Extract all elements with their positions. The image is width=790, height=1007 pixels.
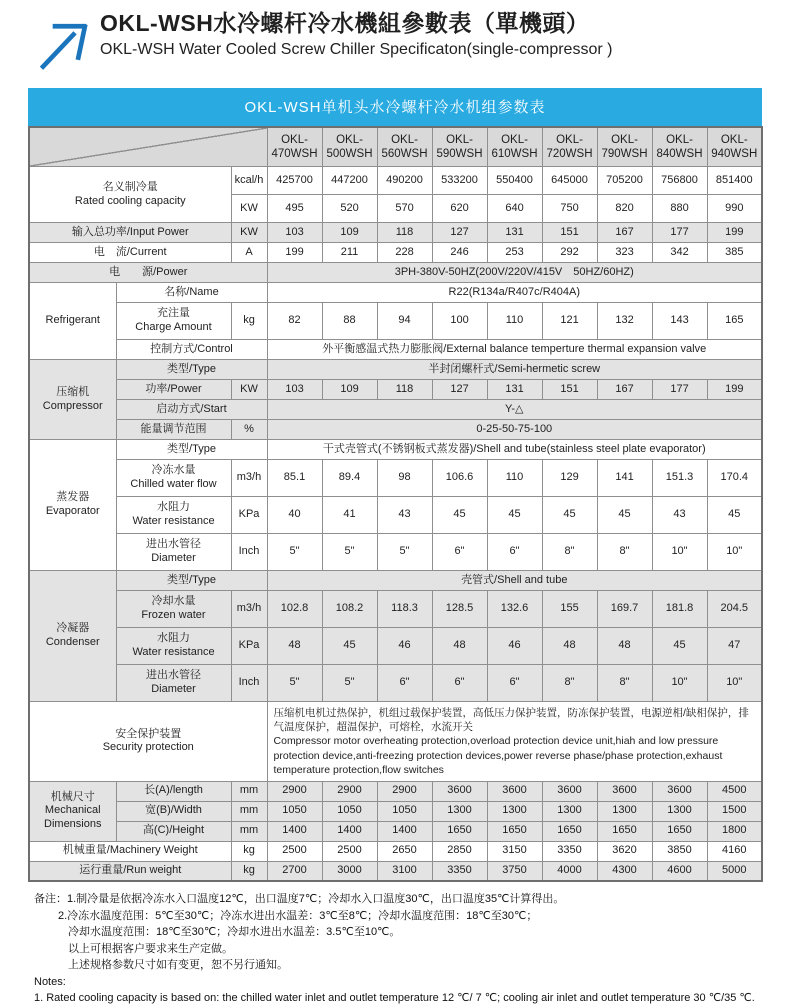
cell-evaporator-water-resistance-6: 45 xyxy=(597,497,652,534)
cell-evaporator-water-resistance-5: 45 xyxy=(542,497,597,534)
row-label-refrigerant-charge: 充注量 Charge Amount xyxy=(116,303,231,340)
cell-compressor-power-2: 118 xyxy=(377,380,432,400)
cell-chilled-water-flow-0: 85.1 xyxy=(267,460,322,497)
row-value-compressor-start: Y-△ xyxy=(267,400,762,420)
cell-frozen-water-6: 169.7 xyxy=(597,591,652,628)
cell-machinery-weight-6: 3620 xyxy=(597,841,652,861)
items-model-corner-cell xyxy=(29,127,267,167)
cell-compressor-power-0: 103 xyxy=(267,380,322,400)
table-row-condenser-type xyxy=(29,571,762,591)
row-group-label-compressor-type: 压缩机 Compressor xyxy=(29,360,116,440)
cell-condenser-water-resistance-8: 47 xyxy=(707,628,762,665)
row-label-condenser-water-resistance: 水阻力 Water resistance xyxy=(116,628,231,665)
cell-current-7: 342 xyxy=(652,243,707,263)
table-row-compressor-start xyxy=(29,400,762,420)
cell-condenser-water-resistance-4: 46 xyxy=(487,628,542,665)
cell-rated-cooling-capacity-kw-7: 880 xyxy=(652,195,707,223)
note-line: 备注：1.制冷量是依据冷冻水入口温度12℃，出口温度7℃；冷却水入口温度30℃，出口温度35℃计算得出。 xyxy=(34,893,565,906)
row-unit-machinery-weight: kg xyxy=(231,841,267,861)
cell-condenser-water-resistance-3: 48 xyxy=(432,628,487,665)
cell-condenser-diameter-4: 6" xyxy=(487,665,542,702)
row-unit-rated-cooling-capacity-kw: KW xyxy=(231,195,267,223)
cell-chilled-water-flow-1: 89.4 xyxy=(322,460,377,497)
cell-input-power-8: 199 xyxy=(707,223,762,243)
cell-evaporator-water-resistance-3: 45 xyxy=(432,497,487,534)
cell-height-8: 1800 xyxy=(707,821,762,841)
table-row-security-protection xyxy=(29,702,762,782)
row-unit-run-weight: kg xyxy=(231,861,267,881)
cell-chilled-water-flow-8: 170.4 xyxy=(707,460,762,497)
cell-compressor-power-8: 199 xyxy=(707,380,762,400)
row-value-security-protection xyxy=(267,702,762,782)
cell-frozen-water-3: 128.5 xyxy=(432,591,487,628)
table-row-evaporator-water-resistance xyxy=(29,497,762,534)
note-line: Notes: xyxy=(34,975,66,988)
cell-rated-cooling-capacity-kcal-6: 705200 xyxy=(597,167,652,195)
table-row-rated-cooling-capacity-kcal xyxy=(29,167,762,195)
cell-refrigerant-charge-2: 94 xyxy=(377,303,432,340)
row-label-condenser-diameter: 进出水管径 Diameter xyxy=(116,665,231,702)
cell-refrigerant-charge-6: 132 xyxy=(597,303,652,340)
cell-compressor-power-1: 109 xyxy=(322,380,377,400)
cell-current-3: 246 xyxy=(432,243,487,263)
cell-length-0: 2900 xyxy=(267,781,322,801)
row-label-run-weight: 运行重量/Run weight xyxy=(29,861,231,881)
cell-condenser-diameter-5: 8" xyxy=(542,665,597,702)
cell-chilled-water-flow-2: 98 xyxy=(377,460,432,497)
cell-chilled-water-flow-7: 151.3 xyxy=(652,460,707,497)
cell-rated-cooling-capacity-kw-5: 750 xyxy=(542,195,597,223)
cell-rated-cooling-capacity-kcal-3: 533200 xyxy=(432,167,487,195)
note-line: 1. Rated cooling capacity is based on: the chilled water inlet and outlet temperature 12 ℃/ 7 ℃; cooling air inlet and outlet temperature 30 ℃/35 ℃. xyxy=(34,992,755,1005)
cell-condenser-diameter-0: 5" xyxy=(267,665,322,702)
cell-input-power-1: 109 xyxy=(322,223,377,243)
row-label-length: 长(A)/length xyxy=(116,781,231,801)
table-row-refrigerant-name xyxy=(29,283,762,303)
row-value-refrigerant-control: 外平衡感温式热力膨胀阀/External balance temperture thermal expansion valve xyxy=(267,340,762,360)
cell-compressor-power-3: 127 xyxy=(432,380,487,400)
model-header-cell: OKL- 500WSH xyxy=(322,127,377,167)
row-unit-width: mm xyxy=(231,801,267,821)
cell-compressor-power-4: 131 xyxy=(487,380,542,400)
cell-evaporator-diameter-0: 5" xyxy=(267,534,322,571)
cell-input-power-7: 177 xyxy=(652,223,707,243)
cell-height-1: 1400 xyxy=(322,821,377,841)
cell-run-weight-5: 4000 xyxy=(542,861,597,881)
cell-frozen-water-7: 181.8 xyxy=(652,591,707,628)
cell-rated-cooling-capacity-kcal-0: 425700 xyxy=(267,167,322,195)
cell-refrigerant-charge-0: 82 xyxy=(267,303,322,340)
row-unit-frozen-water: m3/h xyxy=(231,591,267,628)
cell-run-weight-3: 3350 xyxy=(432,861,487,881)
row-label-chilled-water-flow: 冷冻水量 Chilled water flow xyxy=(116,460,231,497)
row-label-compressor-start: 启动方式/Start xyxy=(116,400,267,420)
row-label-height: 高(C)/Height xyxy=(116,821,231,841)
row-value-evaporator-type: 干式壳管式(不锈钢板式蒸发器)/Shell and tube(stainless steel plate evaporator) xyxy=(267,440,762,460)
model-header-cell: OKL- 560WSH xyxy=(377,127,432,167)
cell-rated-cooling-capacity-kcal-5: 645000 xyxy=(542,167,597,195)
row-label-power-supply: 电 源/Power xyxy=(29,263,267,283)
row-label-evaporator-type: 类型/Type xyxy=(116,440,267,460)
row-unit-energy-adjust-range: % xyxy=(231,420,267,440)
row-unit-condenser-diameter: Inch xyxy=(231,665,267,702)
spec-table-body xyxy=(29,167,762,882)
cell-width-8: 1500 xyxy=(707,801,762,821)
cell-machinery-weight-7: 3850 xyxy=(652,841,707,861)
row-unit-current: A xyxy=(231,243,267,263)
cell-rated-cooling-capacity-kw-1: 520 xyxy=(322,195,377,223)
row-label-evaporator-diameter: 进出水管径 Diameter xyxy=(116,534,231,571)
cell-chilled-water-flow-3: 106.6 xyxy=(432,460,487,497)
row-label-width: 宽(B)/Width xyxy=(116,801,231,821)
cell-machinery-weight-0: 2500 xyxy=(267,841,322,861)
row-label-compressor-power: 功率/Power xyxy=(116,380,231,400)
cell-current-4: 253 xyxy=(487,243,542,263)
cell-current-5: 292 xyxy=(542,243,597,263)
row-label-frozen-water: 冷却水量 Frozen water xyxy=(116,591,231,628)
cell-run-weight-2: 3100 xyxy=(377,861,432,881)
cell-evaporator-water-resistance-7: 43 xyxy=(652,497,707,534)
row-label-evaporator-water-resistance: 水阻力 Water resistance xyxy=(116,497,231,534)
cell-condenser-diameter-6: 8" xyxy=(597,665,652,702)
row-group-label-evaporator-type: 蒸发器 Evaporator xyxy=(29,440,116,571)
cell-length-6: 3600 xyxy=(597,781,652,801)
cell-condenser-diameter-2: 6" xyxy=(377,665,432,702)
cell-width-4: 1300 xyxy=(487,801,542,821)
cell-evaporator-diameter-6: 8" xyxy=(597,534,652,571)
cell-frozen-water-0: 102.8 xyxy=(267,591,322,628)
table-row-current xyxy=(29,243,762,263)
cell-length-8: 4500 xyxy=(707,781,762,801)
spec-table-head xyxy=(29,127,762,167)
cell-width-3: 1300 xyxy=(432,801,487,821)
row-unit-height: mm xyxy=(231,821,267,841)
cell-length-1: 2900 xyxy=(322,781,377,801)
row-group-label-length: 机械尺寸 Mechanical Dimensions xyxy=(29,781,116,841)
cell-machinery-weight-5: 3350 xyxy=(542,841,597,861)
page-header xyxy=(0,0,790,72)
row-value-compressor-type: 半封闭螺杆式/Semi-hermetic screw xyxy=(267,360,762,380)
cell-compressor-power-6: 167 xyxy=(597,380,652,400)
cell-input-power-0: 103 xyxy=(267,223,322,243)
cell-input-power-2: 118 xyxy=(377,223,432,243)
table-row-condenser-diameter xyxy=(29,665,762,702)
cell-condenser-water-resistance-6: 48 xyxy=(597,628,652,665)
row-unit-length: mm xyxy=(231,781,267,801)
cell-rated-cooling-capacity-kw-2: 570 xyxy=(377,195,432,223)
cell-condenser-water-resistance-0: 48 xyxy=(267,628,322,665)
cell-run-weight-4: 3750 xyxy=(487,861,542,881)
cell-frozen-water-1: 108.2 xyxy=(322,591,377,628)
row-label-current: 电 流/Current xyxy=(29,243,231,263)
cell-rated-cooling-capacity-kcal-4: 550400 xyxy=(487,167,542,195)
row-unit-refrigerant-charge: kg xyxy=(231,303,267,340)
cell-current-8: 385 xyxy=(707,243,762,263)
page-subtitle: OKL-WSH Water Cooled Screw Chiller Specificaton(single-compressor ) xyxy=(100,40,613,58)
cell-width-7: 1300 xyxy=(652,801,707,821)
cell-compressor-power-7: 177 xyxy=(652,380,707,400)
cell-condenser-diameter-3: 6" xyxy=(432,665,487,702)
cell-rated-cooling-capacity-kw-8: 990 xyxy=(707,195,762,223)
table-row-machinery-weight xyxy=(29,841,762,861)
cell-height-3: 1650 xyxy=(432,821,487,841)
model-header-row xyxy=(29,127,762,167)
table-row-height xyxy=(29,821,762,841)
cell-machinery-weight-2: 2650 xyxy=(377,841,432,861)
table-title-banner: OKL-WSH单机头水冷螺杆冷水机组参数表 xyxy=(28,88,762,126)
cell-height-7: 1650 xyxy=(652,821,707,841)
cell-input-power-5: 151 xyxy=(542,223,597,243)
table-row-refrigerant-charge xyxy=(29,303,762,340)
cell-machinery-weight-8: 4160 xyxy=(707,841,762,861)
row-unit-input-power: KW xyxy=(231,223,267,243)
note-line: 上述规格参数尺寸如有变更，恕不另行通知。 xyxy=(68,959,288,972)
row-value-condenser-type: 壳管式/Shell and tube xyxy=(267,571,762,591)
model-header-cell: OKL- 610WSH xyxy=(487,127,542,167)
model-header-cell: OKL- 590WSH xyxy=(432,127,487,167)
table-row-evaporator-diameter xyxy=(29,534,762,571)
row-value-energy-adjust-range: 0-25-50-75-100 xyxy=(267,420,762,440)
table-row-power-supply xyxy=(29,263,762,283)
row-unit-evaporator-diameter: Inch xyxy=(231,534,267,571)
cell-chilled-water-flow-5: 129 xyxy=(542,460,597,497)
cell-rated-cooling-capacity-kw-3: 620 xyxy=(432,195,487,223)
cell-length-2: 2900 xyxy=(377,781,432,801)
cell-condenser-water-resistance-7: 45 xyxy=(652,628,707,665)
cell-evaporator-water-resistance-4: 45 xyxy=(487,497,542,534)
cell-current-6: 323 xyxy=(597,243,652,263)
cell-frozen-water-8: 204.5 xyxy=(707,591,762,628)
cell-refrigerant-charge-1: 88 xyxy=(322,303,377,340)
cell-input-power-4: 131 xyxy=(487,223,542,243)
table-row-compressor-power xyxy=(29,380,762,400)
row-label-refrigerant-control: 控制方式/Control xyxy=(116,340,267,360)
cell-length-4: 3600 xyxy=(487,781,542,801)
row-value-power-supply: 3PH-380V-50HZ(200V/220V/415V 50HZ/60HZ) xyxy=(267,263,762,283)
table-row-length xyxy=(29,781,762,801)
cell-evaporator-diameter-4: 6" xyxy=(487,534,542,571)
cell-run-weight-8: 5000 xyxy=(707,861,762,881)
cell-condenser-water-resistance-2: 46 xyxy=(377,628,432,665)
row-label-condenser-type: 类型/Type xyxy=(116,571,267,591)
row-label-security-protection: 安全保护装置 Security protection xyxy=(29,702,267,782)
cell-height-2: 1400 xyxy=(377,821,432,841)
cell-run-weight-1: 3000 xyxy=(322,861,377,881)
cell-height-4: 1650 xyxy=(487,821,542,841)
cell-refrigerant-charge-4: 110 xyxy=(487,303,542,340)
cell-run-weight-6: 4300 xyxy=(597,861,652,881)
cell-evaporator-diameter-1: 5" xyxy=(322,534,377,571)
cell-condenser-water-resistance-1: 45 xyxy=(322,628,377,665)
table-row-compressor-type xyxy=(29,360,762,380)
cell-chilled-water-flow-4: 110 xyxy=(487,460,542,497)
row-unit-chilled-water-flow: m3/h xyxy=(231,460,267,497)
cell-rated-cooling-capacity-kw-4: 640 xyxy=(487,195,542,223)
cell-evaporator-diameter-3: 6" xyxy=(432,534,487,571)
cell-frozen-water-5: 155 xyxy=(542,591,597,628)
cell-length-7: 3600 xyxy=(652,781,707,801)
cell-width-0: 1050 xyxy=(267,801,322,821)
cell-frozen-water-4: 132.6 xyxy=(487,591,542,628)
row-label-machinery-weight: 机械重量/Machinery Weight xyxy=(29,841,231,861)
cell-refrigerant-charge-3: 100 xyxy=(432,303,487,340)
spec-table xyxy=(28,126,763,882)
cell-height-5: 1650 xyxy=(542,821,597,841)
security-text-en: Compressor motor overheating protection,overload protection device unit,hiah and low pressure protection device,anti-freezing protection devices,power reverse phase/phase protection,exhaust temperature protection,flow switches xyxy=(273,735,723,776)
row-unit-evaporator-water-resistance: KPa xyxy=(231,497,267,534)
cell-rated-cooling-capacity-kcal-8: 851400 xyxy=(707,167,762,195)
cell-evaporator-diameter-7: 10" xyxy=(652,534,707,571)
model-header-cell: OKL- 790WSH xyxy=(597,127,652,167)
cell-condenser-diameter-8: 10" xyxy=(707,665,762,702)
cell-evaporator-diameter-2: 5" xyxy=(377,534,432,571)
cell-refrigerant-charge-5: 121 xyxy=(542,303,597,340)
row-label-input-power: 输入总功率/Input Power xyxy=(29,223,231,243)
row-value-refrigerant-name: R22(R134a/R407c/R404A) xyxy=(267,283,762,303)
cell-machinery-weight-1: 2500 xyxy=(322,841,377,861)
cell-condenser-water-resistance-5: 48 xyxy=(542,628,597,665)
cell-run-weight-7: 4600 xyxy=(652,861,707,881)
table-row-energy-adjust-range xyxy=(29,420,762,440)
model-header-cell: OKL- 470WSH xyxy=(267,127,322,167)
cell-width-5: 1300 xyxy=(542,801,597,821)
row-group-label-refrigerant-name: Refrigerant xyxy=(29,283,116,360)
cell-rated-cooling-capacity-kcal-2: 490200 xyxy=(377,167,432,195)
row-label-rated-cooling-capacity-kcal: 名义制冷量 Rated cooling capacity xyxy=(29,167,231,223)
cell-rated-cooling-capacity-kw-6: 820 xyxy=(597,195,652,223)
cell-input-power-6: 167 xyxy=(597,223,652,243)
table-row-refrigerant-control xyxy=(29,340,762,360)
cell-refrigerant-charge-7: 143 xyxy=(652,303,707,340)
model-header-cell: OKL- 840WSH xyxy=(652,127,707,167)
notes xyxy=(34,891,790,1007)
table-row-evaporator-type xyxy=(29,440,762,460)
cell-evaporator-water-resistance-1: 41 xyxy=(322,497,377,534)
table-row-width xyxy=(29,801,762,821)
cell-machinery-weight-4: 3150 xyxy=(487,841,542,861)
table-row-run-weight xyxy=(29,861,762,881)
cell-condenser-diameter-1: 5" xyxy=(322,665,377,702)
note-line: 冷却水温度范围：18℃至30℃；冷却水进出水温差：3.5℃至10℃。 xyxy=(68,926,401,939)
cell-current-1: 211 xyxy=(322,243,377,263)
cell-length-5: 3600 xyxy=(542,781,597,801)
row-label-compressor-type: 类型/Type xyxy=(116,360,267,380)
note-line: 以上可根据客户要求来生产定做。 xyxy=(68,942,233,955)
cell-condenser-diameter-7: 10" xyxy=(652,665,707,702)
cell-run-weight-0: 2700 xyxy=(267,861,322,881)
table-row-condenser-water-resistance xyxy=(29,628,762,665)
cell-rated-cooling-capacity-kcal-7: 756800 xyxy=(652,167,707,195)
cell-chilled-water-flow-6: 141 xyxy=(597,460,652,497)
cell-current-0: 199 xyxy=(267,243,322,263)
cell-height-0: 1400 xyxy=(267,821,322,841)
cell-input-power-3: 127 xyxy=(432,223,487,243)
cell-width-6: 1300 xyxy=(597,801,652,821)
table-row-chilled-water-flow xyxy=(29,460,762,497)
row-label-energy-adjust-range: 能量调节范围 xyxy=(116,420,231,440)
cell-compressor-power-5: 151 xyxy=(542,380,597,400)
brand-arrow-icon xyxy=(34,16,90,72)
cell-current-2: 228 xyxy=(377,243,432,263)
row-group-label-condenser-type: 冷凝器 Condenser xyxy=(29,571,116,702)
table-row-frozen-water xyxy=(29,591,762,628)
cell-rated-cooling-capacity-kcal-1: 447200 xyxy=(322,167,377,195)
cell-width-1: 1050 xyxy=(322,801,377,821)
cell-height-6: 1650 xyxy=(597,821,652,841)
cell-evaporator-water-resistance-8: 45 xyxy=(707,497,762,534)
cell-rated-cooling-capacity-kw-0: 495 xyxy=(267,195,322,223)
row-unit-compressor-power: KW xyxy=(231,380,267,400)
table-row-input-power xyxy=(29,223,762,243)
row-unit-rated-cooling-capacity-kcal: kcal/h xyxy=(231,167,267,195)
cell-width-2: 1050 xyxy=(377,801,432,821)
security-text-cn: 压缩机电机过热保护，机组过载保护装置，高低压力保护装置，防冻保护装置，电源逆相/缺相保护，排气温度保护，超温保护，可熔栓，水流开关 xyxy=(273,707,749,734)
model-header-cell: OKL- 720WSH xyxy=(542,127,597,167)
cell-length-3: 3600 xyxy=(432,781,487,801)
cell-evaporator-diameter-5: 8" xyxy=(542,534,597,571)
cell-refrigerant-charge-8: 165 xyxy=(707,303,762,340)
row-unit-condenser-water-resistance: KPa xyxy=(231,628,267,665)
cell-evaporator-water-resistance-0: 40 xyxy=(267,497,322,534)
cell-frozen-water-2: 118.3 xyxy=(377,591,432,628)
model-header-cell: OKL- 940WSH xyxy=(707,127,762,167)
cell-evaporator-water-resistance-2: 43 xyxy=(377,497,432,534)
cell-machinery-weight-3: 2850 xyxy=(432,841,487,861)
note-line: 2.冷冻水温度范围：5℃至30℃；冷冻水进出水温差：3℃至8℃；冷却水温度范围：18℃至30℃； xyxy=(58,909,538,922)
title-block xyxy=(100,10,612,59)
page-title: OKL-WSH水冷螺杆冷水機組參數表（單機頭） xyxy=(100,10,590,36)
cell-evaporator-diameter-8: 10" xyxy=(707,534,762,571)
row-label-refrigerant-name: 名称/Name xyxy=(116,283,267,303)
